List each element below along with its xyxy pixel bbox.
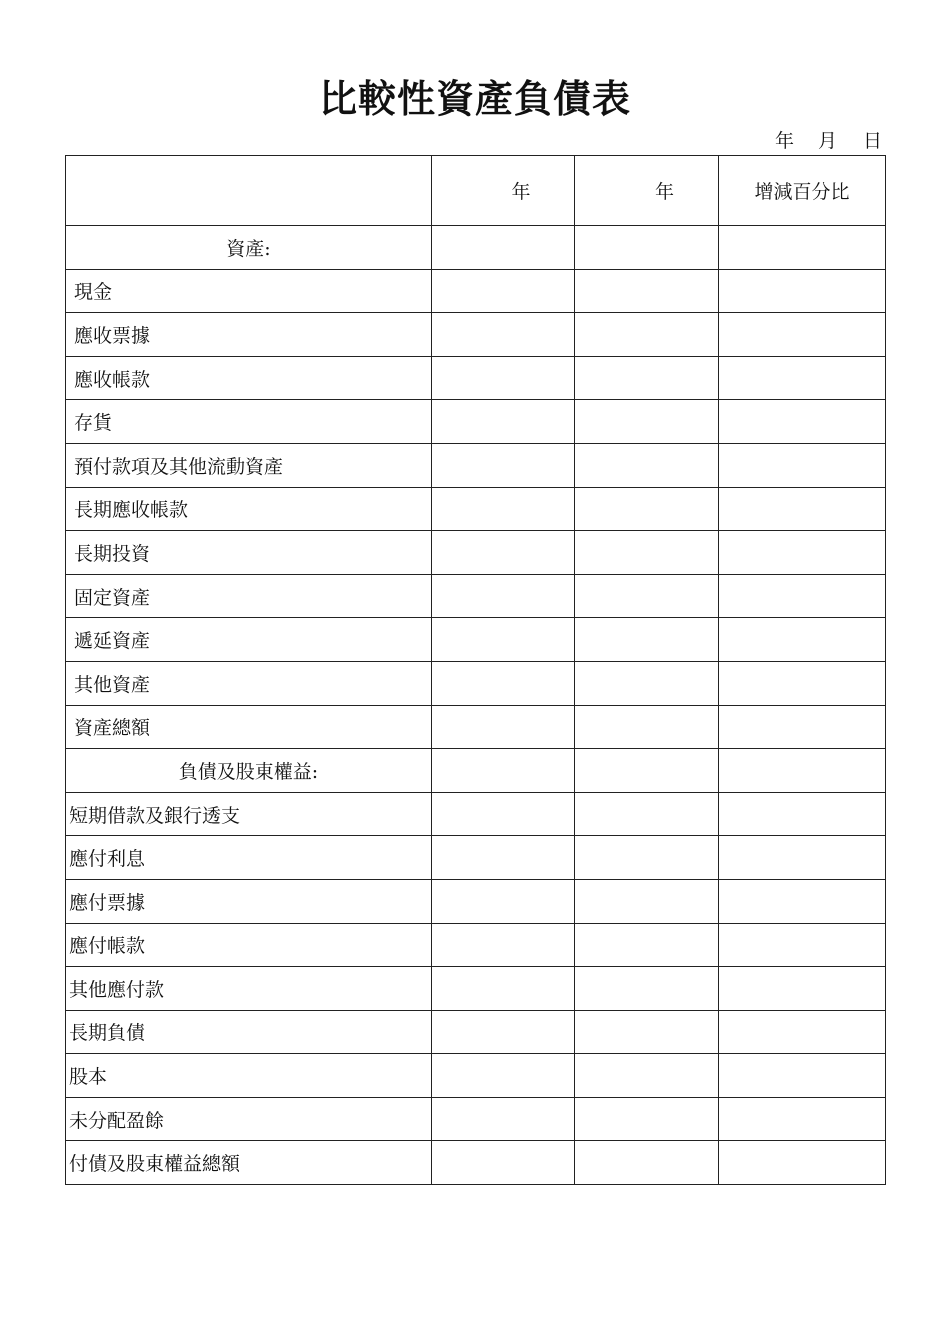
cell-year-2[interactable] bbox=[575, 749, 719, 793]
row-label: 預付款項及其他流動資產 bbox=[66, 443, 432, 487]
cell-year-1[interactable] bbox=[432, 618, 575, 662]
cell-year-1[interactable] bbox=[432, 443, 575, 487]
header-row bbox=[66, 156, 886, 226]
section-label-liabilities: 負債及股東權益: bbox=[66, 749, 432, 793]
row-label: 應付利息 bbox=[66, 836, 432, 880]
row-label: 長期負債 bbox=[66, 1010, 432, 1054]
cell-year-2[interactable] bbox=[575, 1010, 719, 1054]
row-label: 其他資產 bbox=[66, 661, 432, 705]
table-row bbox=[66, 574, 886, 618]
header-label-cell bbox=[66, 156, 432, 226]
cell-percent-change[interactable] bbox=[719, 226, 886, 270]
cell-year-2[interactable] bbox=[575, 618, 719, 662]
cell-year-1[interactable] bbox=[432, 356, 575, 400]
row-label: 現金 bbox=[66, 269, 432, 313]
cell-year-2[interactable] bbox=[575, 879, 719, 923]
cell-year-2[interactable] bbox=[575, 531, 719, 575]
cell-percent-change[interactable] bbox=[719, 792, 886, 836]
row-label: 應付帳款 bbox=[66, 923, 432, 967]
cell-percent-change[interactable] bbox=[719, 1097, 886, 1141]
row-label: 付債及股東權益總額 bbox=[66, 1141, 432, 1185]
table-row bbox=[66, 531, 886, 575]
cell-year-1[interactable] bbox=[432, 1097, 575, 1141]
date-month-label: 月 bbox=[817, 130, 837, 152]
cell-percent-change[interactable] bbox=[719, 1141, 886, 1185]
cell-percent-change[interactable] bbox=[719, 967, 886, 1011]
date-line bbox=[775, 128, 882, 154]
cell-year-2[interactable] bbox=[575, 1097, 719, 1141]
cell-year-2[interactable] bbox=[575, 487, 719, 531]
cell-year-1[interactable] bbox=[432, 705, 575, 749]
date-day-label: 日 bbox=[862, 130, 882, 152]
cell-year-2[interactable] bbox=[575, 356, 719, 400]
row-label: 短期借款及銀行透支 bbox=[66, 792, 432, 836]
cell-year-1[interactable] bbox=[432, 749, 575, 793]
row-label: 固定資產 bbox=[66, 574, 432, 618]
header-year-1: 年 bbox=[432, 156, 575, 226]
cell-percent-change[interactable] bbox=[719, 443, 886, 487]
cell-percent-change[interactable] bbox=[719, 531, 886, 575]
table-row bbox=[66, 792, 886, 836]
section-label-assets: 資產: bbox=[66, 226, 432, 270]
cell-year-1[interactable] bbox=[432, 313, 575, 357]
table-row bbox=[66, 443, 886, 487]
cell-year-1[interactable] bbox=[432, 1054, 575, 1098]
row-label: 應收帳款 bbox=[66, 356, 432, 400]
row-label: 資產總額 bbox=[66, 705, 432, 749]
cell-year-1[interactable] bbox=[432, 967, 575, 1011]
cell-percent-change[interactable] bbox=[719, 356, 886, 400]
cell-year-2[interactable] bbox=[575, 836, 719, 880]
table-row bbox=[66, 1054, 886, 1098]
cell-year-2[interactable] bbox=[575, 792, 719, 836]
row-label: 應收票據 bbox=[66, 313, 432, 357]
cell-percent-change[interactable] bbox=[719, 1054, 886, 1098]
row-label: 長期投資 bbox=[66, 531, 432, 575]
table-row bbox=[66, 967, 886, 1011]
table-row bbox=[66, 1010, 886, 1054]
cell-year-2[interactable] bbox=[575, 269, 719, 313]
cell-year-1[interactable] bbox=[432, 574, 575, 618]
cell-year-2[interactable] bbox=[575, 574, 719, 618]
table-row-total-assets bbox=[66, 705, 886, 749]
cell-year-2[interactable] bbox=[575, 705, 719, 749]
cell-percent-change[interactable] bbox=[719, 923, 886, 967]
table-row bbox=[66, 487, 886, 531]
cell-year-2[interactable] bbox=[575, 226, 719, 270]
cell-percent-change[interactable] bbox=[719, 487, 886, 531]
cell-year-1[interactable] bbox=[432, 792, 575, 836]
cell-year-1[interactable] bbox=[432, 1010, 575, 1054]
row-label: 股本 bbox=[66, 1054, 432, 1098]
row-label: 應付票據 bbox=[66, 879, 432, 923]
table-row bbox=[66, 836, 886, 880]
cell-year-2[interactable] bbox=[575, 1054, 719, 1098]
cell-percent-change[interactable] bbox=[719, 749, 886, 793]
cell-year-1[interactable] bbox=[432, 661, 575, 705]
table-row-total-liabilities-equity bbox=[66, 1141, 886, 1185]
row-label: 長期應收帳款 bbox=[66, 487, 432, 531]
cell-percent-change[interactable] bbox=[719, 1010, 886, 1054]
table-row bbox=[66, 400, 886, 444]
cell-year-2[interactable] bbox=[575, 400, 719, 444]
cell-year-1[interactable] bbox=[432, 269, 575, 313]
table-row bbox=[66, 269, 886, 313]
cell-year-2[interactable] bbox=[575, 967, 719, 1011]
cell-year-1[interactable] bbox=[432, 400, 575, 444]
cell-percent-change[interactable] bbox=[719, 400, 886, 444]
cell-year-2[interactable] bbox=[575, 313, 719, 357]
section-row-liabilities bbox=[66, 749, 886, 793]
cell-percent-change[interactable] bbox=[719, 618, 886, 662]
cell-percent-change[interactable] bbox=[719, 879, 886, 923]
cell-year-2[interactable] bbox=[575, 923, 719, 967]
document-title: 比較性資產負債表 bbox=[318, 77, 631, 121]
cell-percent-change[interactable] bbox=[719, 705, 886, 749]
cell-percent-change[interactable] bbox=[719, 836, 886, 880]
table-row bbox=[66, 923, 886, 967]
row-label: 未分配盈餘 bbox=[66, 1097, 432, 1141]
table-row bbox=[66, 1097, 886, 1141]
row-label: 遞延資產 bbox=[66, 618, 432, 662]
cell-percent-change[interactable] bbox=[719, 574, 886, 618]
cell-year-1[interactable] bbox=[432, 487, 575, 531]
cell-year-1[interactable] bbox=[432, 1141, 575, 1185]
cell-year-1[interactable] bbox=[432, 923, 575, 967]
cell-year-2[interactable] bbox=[575, 443, 719, 487]
cell-year-2[interactable] bbox=[575, 1141, 719, 1185]
cell-year-1[interactable] bbox=[432, 836, 575, 880]
cell-percent-change[interactable] bbox=[719, 313, 886, 357]
cell-year-1[interactable] bbox=[432, 226, 575, 270]
cell-percent-change[interactable] bbox=[719, 269, 886, 313]
cell-percent-change[interactable] bbox=[719, 661, 886, 705]
table-row bbox=[66, 618, 886, 662]
date-year-label: 年 bbox=[774, 130, 794, 152]
section-row-assets bbox=[66, 226, 886, 270]
cell-year-1[interactable] bbox=[432, 879, 575, 923]
table-row bbox=[66, 661, 886, 705]
table-row bbox=[66, 356, 886, 400]
table-row bbox=[66, 313, 886, 357]
cell-year-1[interactable] bbox=[432, 531, 575, 575]
header-percent-change: 增減百分比 bbox=[719, 156, 886, 226]
table-row bbox=[66, 879, 886, 923]
row-label: 存貨 bbox=[66, 400, 432, 444]
balance-sheet-table bbox=[65, 155, 886, 1185]
header-year-2: 年 bbox=[575, 156, 719, 226]
cell-year-2[interactable] bbox=[575, 661, 719, 705]
row-label: 其他應付款 bbox=[66, 967, 432, 1011]
